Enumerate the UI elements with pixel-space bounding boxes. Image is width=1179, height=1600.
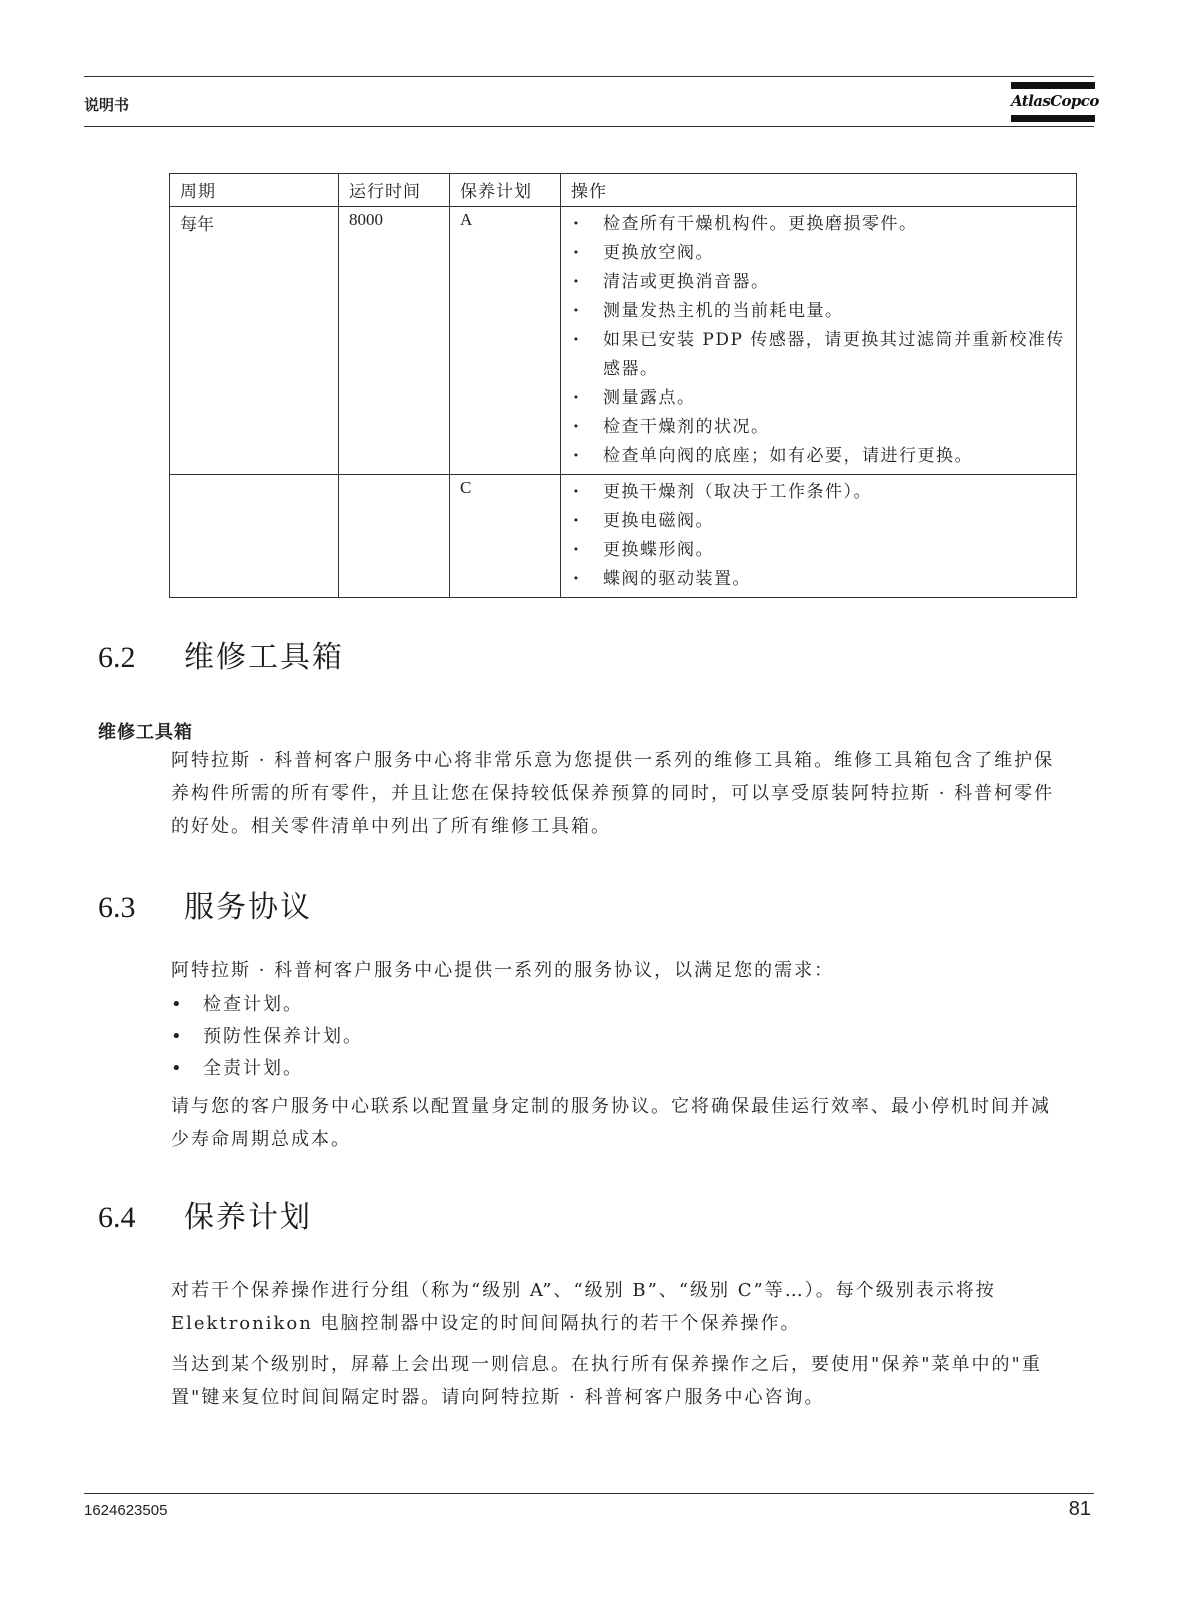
section-number: 6.3: [98, 891, 136, 924]
action-item: · 清洁或更换消音器。: [571, 268, 1066, 297]
action-list: [571, 210, 1066, 471]
cell-period: [170, 475, 339, 598]
atlas-copco-logo: [1011, 78, 1099, 124]
cell-hours: [339, 475, 450, 598]
action-item: · 检查所有干燥机构件。更换磨损零件。: [571, 210, 1066, 239]
section-title: 维修工具箱: [184, 640, 344, 675]
cell-actions: [561, 475, 1077, 598]
section-6-2-heading: [98, 632, 344, 676]
section-6-4-para-1: 对若干个保养操作进行分组（称为“级别 A”、“级别 B”、“级别 C”等…）。每个级别表示将按 Elektronikon 电脑控制器中设定的时间间隔执行的若干个保养操作。: [171, 1280, 996, 1334]
action-item: · 更换蝶形阀。: [571, 536, 1066, 565]
cell-actions: [561, 207, 1077, 475]
cell-period: 每年: [170, 207, 339, 475]
section-6-4-para-2: 当达到某个级别时，屏幕上会出现一则信息。在执行所有保养操作之后，要使用"保养"菜单中的"重置"键来复位时间间隔定时器。请向阿特拉斯 · 科普柯客户服务中心咨询。: [171, 1354, 1042, 1408]
action-item: · 蝶阀的驱动装置。: [571, 565, 1066, 594]
logo-bar-bottom: [1011, 115, 1095, 122]
action-item: · 测量露点。: [571, 384, 1066, 413]
action-item: · 检查干燥剂的状况。: [571, 413, 1066, 442]
section-6-3-heading: [98, 882, 312, 926]
section-6-3-intro: 阿特拉斯 · 科普柯客户服务中心提供一系列的服务协议，以满足您的需求：: [171, 960, 835, 981]
header-rule-bottom: [84, 126, 1094, 127]
section-6-4-heading: [98, 1192, 312, 1236]
cell-plan: A: [450, 207, 561, 475]
action-item: · 更换电磁阀。: [571, 507, 1066, 536]
page-number: 81: [1068, 1498, 1091, 1520]
table-row: [170, 475, 1077, 598]
footer-rule: [84, 1493, 1094, 1494]
logo-text: AtlasCopco: [1011, 92, 1099, 110]
document-number: 1624623505: [84, 1502, 168, 1519]
cell-plan: C: [450, 475, 561, 598]
service-agreement-list: [171, 989, 363, 1085]
section-number: 6.2: [98, 641, 136, 674]
subheading: 维修工具箱: [98, 722, 193, 743]
action-item: · 检查单向阀的底座；如有必要，请进行更换。: [571, 442, 1066, 471]
logo-bar-top: [1011, 82, 1095, 89]
action-item: · 测量发热主机的当前耗电量。: [571, 297, 1066, 326]
header-rule-top: [84, 76, 1094, 77]
maintenance-table: [169, 173, 1077, 598]
table-row: [170, 207, 1077, 475]
header-label: 说明书: [84, 96, 130, 114]
section-title: 服务协议: [184, 890, 312, 925]
section-6-2-body: 阿特拉斯 · 科普柯客户服务中心将非常乐意为您提供一系列的维修工具箱。维修工具箱包含了维护保养构件所需的所有零件，并且让您在保持较低保养预算的同时，可以享受原装阿特拉斯 · 科普柯零件的好处。相关零件清单中列出了所有维修工具箱。: [171, 750, 1055, 837]
section-number: 6.4: [98, 1201, 136, 1234]
header-actions: 操作: [561, 174, 1077, 207]
action-item: · 更换放空阀。: [571, 239, 1066, 268]
header-period: 周期: [170, 174, 339, 207]
section-title: 保养计划: [184, 1200, 312, 1235]
table-header-row: [170, 174, 1077, 207]
header-plan: 保养计划: [450, 174, 561, 207]
section-6-3-body: 请与您的客户服务中心联系以配置量身定制的服务协议。它将确保最佳运行效率、最小停机时间并减少寿命周期总成本。: [171, 1096, 1051, 1150]
list-item: • 检查计划。: [171, 989, 363, 1021]
header-hours: 运行时间: [339, 174, 450, 207]
list-item: • 预防性保养计划。: [171, 1021, 363, 1053]
cell-hours: 8000: [339, 207, 450, 475]
list-item: • 全责计划。: [171, 1053, 363, 1085]
action-list: [571, 478, 1066, 594]
action-item: · 更换干燥剂（取决于工作条件）。: [571, 478, 1066, 507]
action-item: · 如果已安装 PDP 传感器，请更换其过滤筒并重新校准传感器。: [571, 326, 1066, 384]
